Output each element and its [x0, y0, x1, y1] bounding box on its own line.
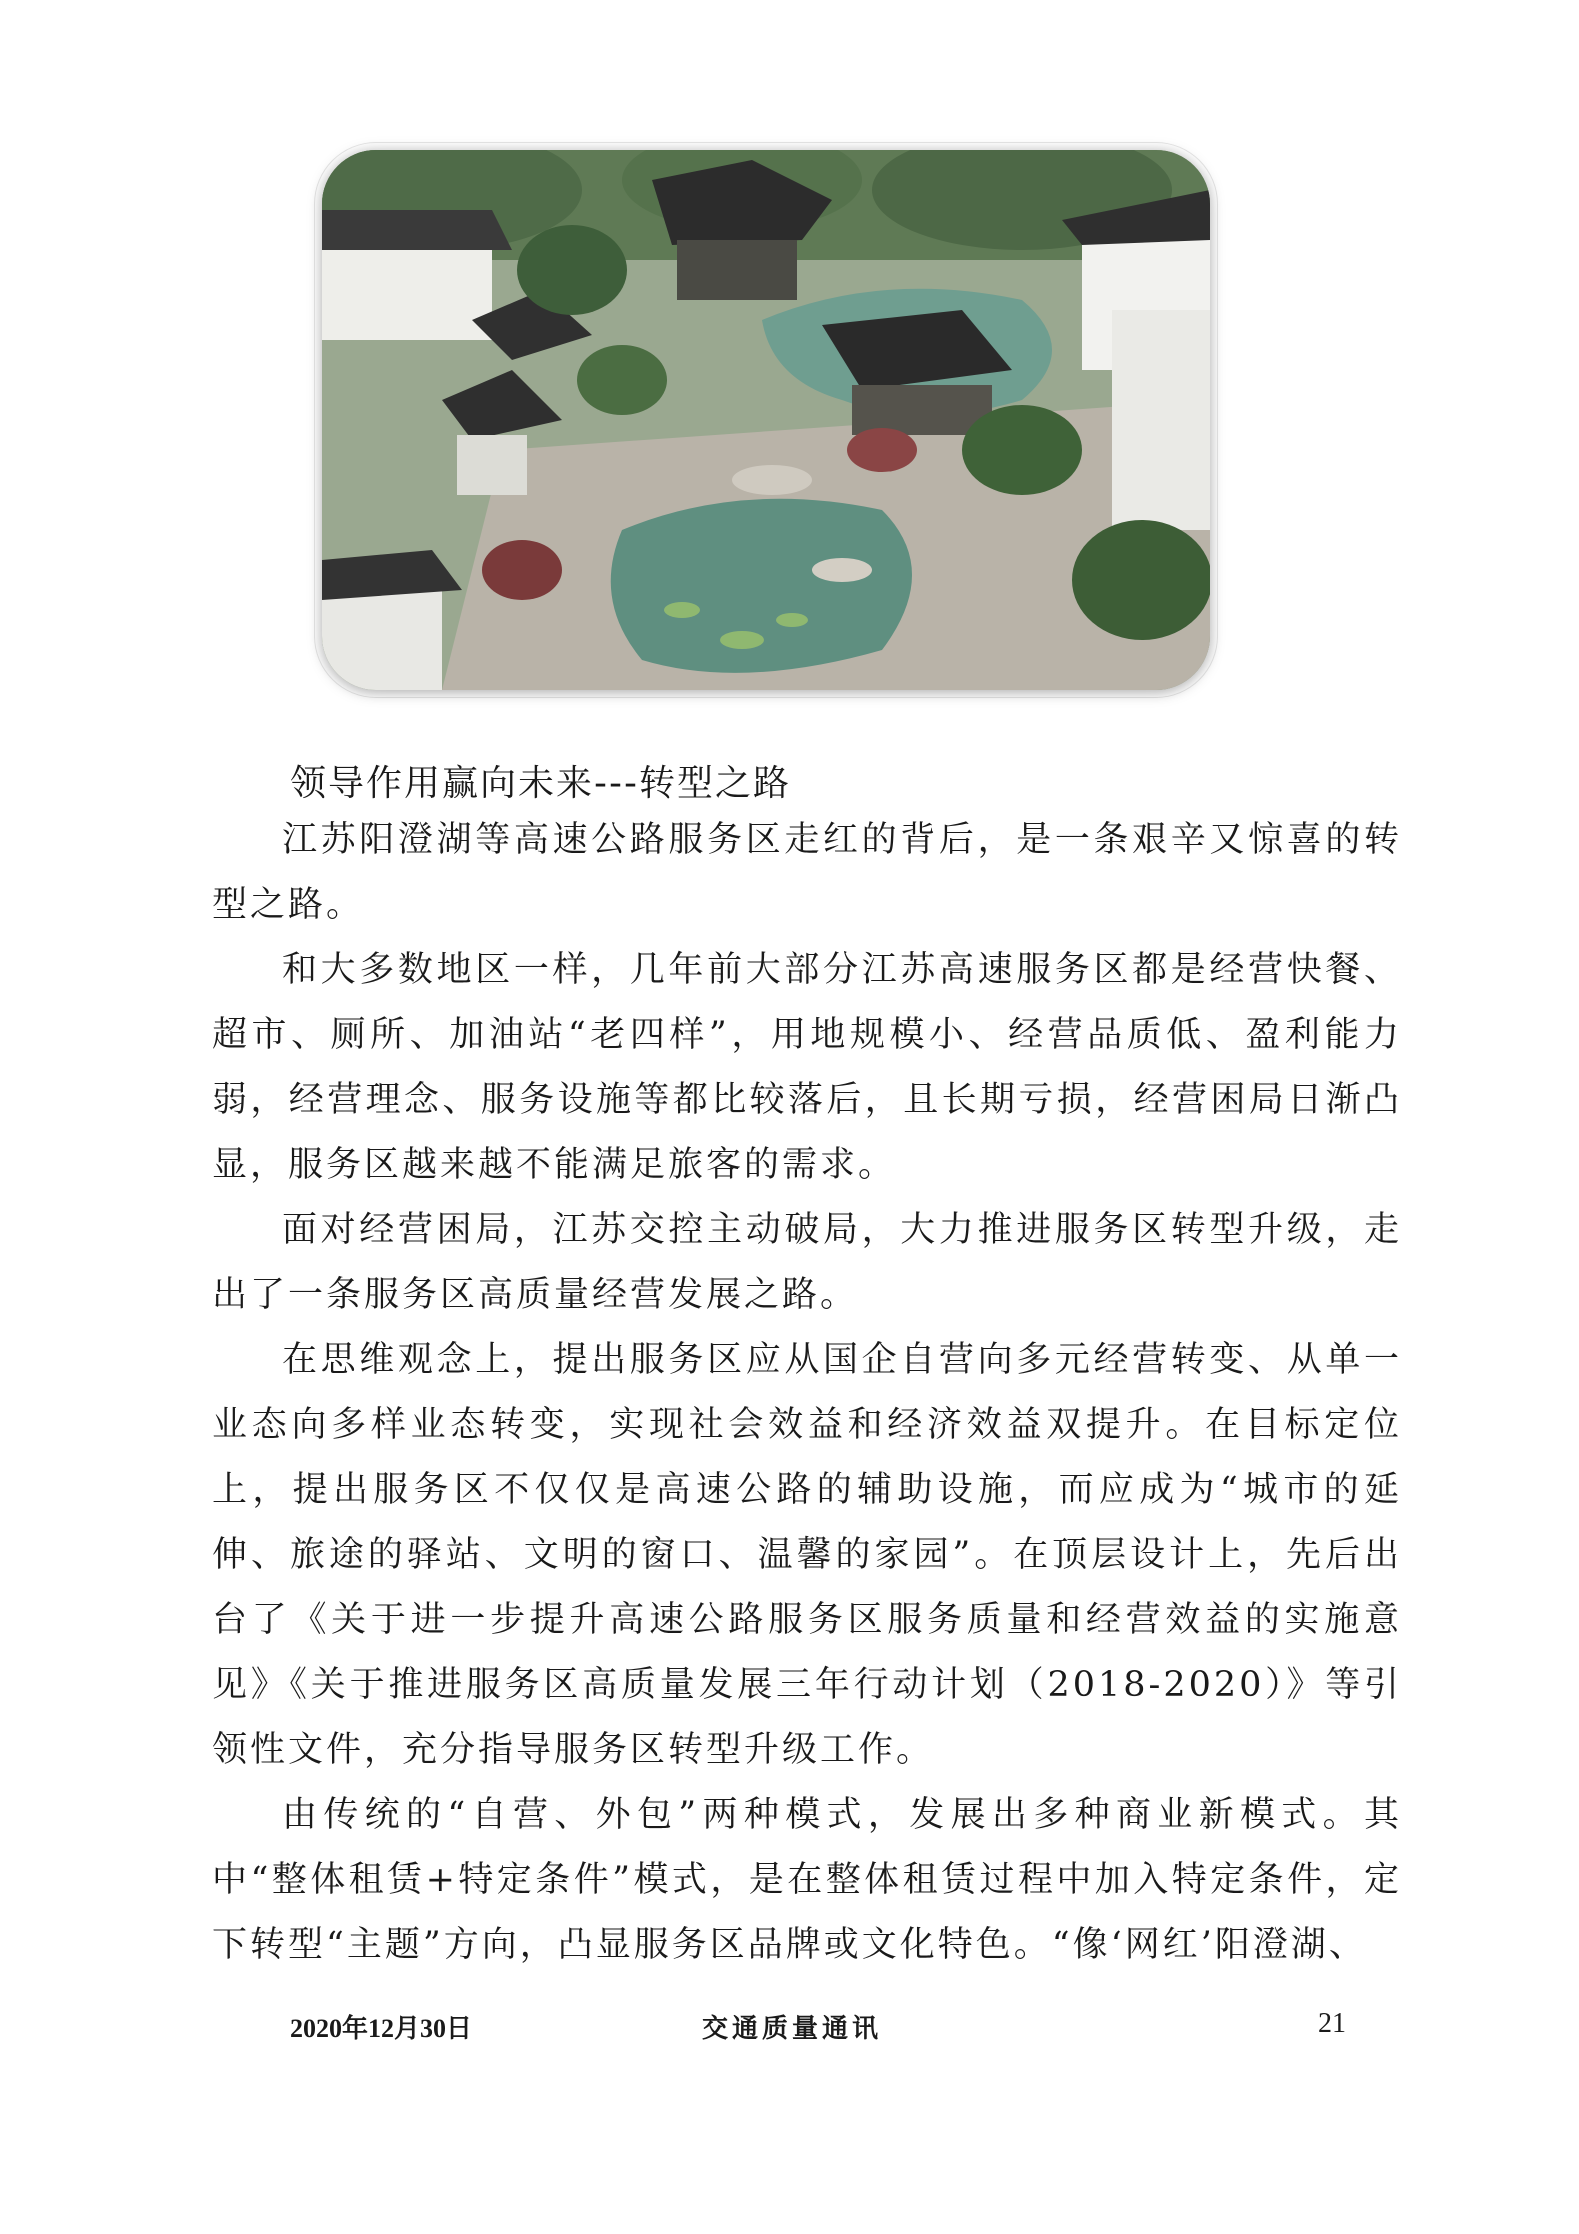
article-body [212, 808, 1402, 1978]
paragraph: 面对经营困局，江苏交控主动破局，大力推进服务区转型升级，走出了一条服务区高质量经营发展之路。 [212, 1210, 1402, 1315]
paragraph: 在思维观念上，提出服务区应从国企自营向多元经营转变、从单一业态向多样业态转变，实现社会效益和经济效益双提升。在目标定位上，提出服务区不仅仅是高速公路的辅助设施，而应成为“城市的延伸、旅途的驿站、文明的窗口、温馨的家园”。在顶层设计上，先后出台了《关于进一步提升高速公路服务区服务质量和经营效益的实施意见》《关于推进服务区高质量发展三年行动计划（2018-2020）》等引领性文件，充分指导服务区转型升级工作。 [212, 1340, 1402, 1770]
paragraph: 江苏阳澄湖等高速公路服务区走红的背后，是一条艰辛又惊喜的转型之路。 [212, 820, 1402, 925]
garden-illustration [322, 150, 1210, 690]
garden-photo [322, 150, 1210, 690]
paragraph: 由传统的“自营、外包”两种模式，发展出多种商业新模式。其中“整体租赁+特定条件”模式，是在整体租赁过程中加入特定条件，定下转型“主题”方向，凸显服务区品牌或文化特色。“像‘网红’阳澄湖、 [212, 1795, 1402, 1965]
paragraph: 和大多数地区一样，几年前大部分江苏高速服务区都是经营快餐、超市、厕所、加油站“老四样”，用地规模小、经营品质低、盈利能力弱，经营理念、服务设施等都比较落后，且长期亏损，经营困局日渐凸显，服务区越来越不能满足旅客的需求。 [212, 950, 1402, 1185]
page-number: 21 [1318, 2008, 1346, 2039]
footer-publication-title: 交通质量通讯 [702, 2014, 883, 2044]
footer-date: 2020年12月30日 [290, 2014, 473, 2043]
section-heading: 领导作用赢向未来---转型之路 [290, 763, 791, 804]
